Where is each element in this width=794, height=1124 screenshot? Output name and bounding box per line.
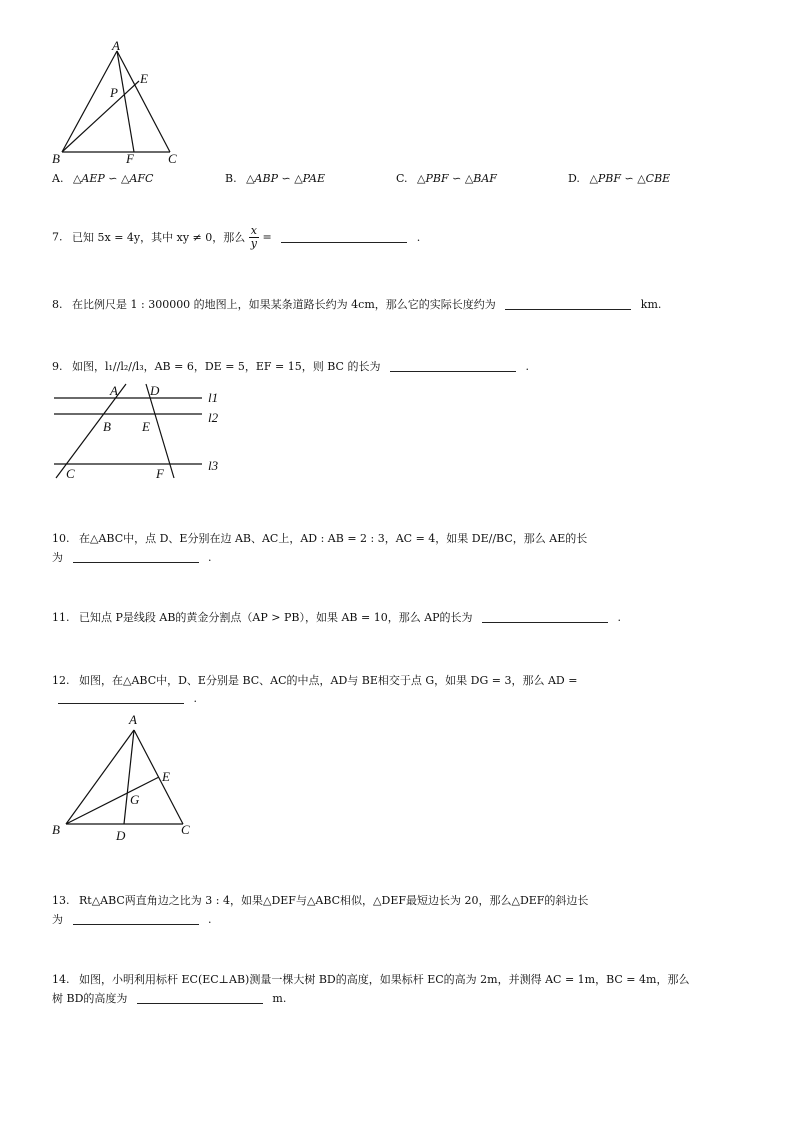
question-number: 14. bbox=[52, 973, 70, 986]
answer-blank[interactable] bbox=[390, 359, 516, 372]
question-number: 10. bbox=[52, 532, 70, 545]
unit-text: m. bbox=[272, 992, 287, 1005]
question-number: 8. bbox=[52, 298, 63, 311]
unit-text: km. bbox=[640, 298, 662, 311]
option-letter: A. bbox=[52, 172, 64, 185]
q6-option-b[interactable] bbox=[225, 172, 325, 185]
question-number: 12. bbox=[52, 674, 70, 687]
question-text-cont: 树 BD的高度为 bbox=[52, 992, 128, 1005]
question-12-line-1 bbox=[52, 672, 577, 688]
median-ad bbox=[124, 730, 134, 824]
answer-blank[interactable] bbox=[281, 230, 407, 243]
question-end: . bbox=[193, 692, 197, 705]
median-be bbox=[66, 777, 159, 824]
question-text: 在△ABC中，点 D、E分别在边 AB、AC上，AD : AB = 2 : 3，AC = 4，如果 DE//BC，那么 AE的长 bbox=[79, 532, 588, 545]
answer-blank[interactable] bbox=[73, 912, 199, 925]
label-c: C bbox=[66, 466, 75, 481]
question-10-line-2 bbox=[52, 549, 212, 565]
question-8 bbox=[52, 296, 661, 312]
label-b: B bbox=[52, 151, 60, 166]
question-text: 在比例尺是 1 : 300000 的地图上，如果某条道路长约为 4cm，那么它的实际长度约为 bbox=[72, 298, 496, 311]
option-letter: C. bbox=[396, 172, 408, 185]
answer-blank[interactable] bbox=[137, 991, 263, 1004]
q6-option-a[interactable] bbox=[52, 172, 153, 185]
option-text: △ABP ∽ △PAE bbox=[246, 172, 326, 185]
option-letter: D. bbox=[568, 172, 580, 185]
q6-option-c[interactable] bbox=[396, 172, 497, 185]
label-c: C bbox=[168, 151, 177, 166]
question-end: . bbox=[525, 360, 529, 373]
question-text: 已知 5x = 4y，其中 xy ≠ 0，那么 bbox=[72, 230, 246, 244]
question-end: . bbox=[416, 230, 421, 244]
label-f: F bbox=[156, 466, 164, 481]
question-7 bbox=[52, 225, 420, 250]
option-text: △AEP ∽ △AFC bbox=[72, 172, 154, 185]
question-number: 7. bbox=[52, 230, 63, 244]
triangle-figure-q12 bbox=[48, 708, 208, 848]
question-end: . bbox=[208, 913, 212, 926]
question-14-line-2 bbox=[52, 990, 286, 1006]
answer-blank[interactable] bbox=[58, 691, 184, 704]
question-13-line-2 bbox=[52, 911, 212, 927]
answer-blank[interactable] bbox=[505, 297, 631, 310]
label-e: E bbox=[140, 71, 148, 86]
label-b: B bbox=[103, 419, 111, 434]
question-9 bbox=[52, 358, 529, 374]
question-14-line-1 bbox=[52, 971, 689, 987]
edge-ab bbox=[66, 730, 134, 824]
label-b: B bbox=[52, 822, 60, 837]
question-text: 如图，小明利用标杆 EC(EC⊥AB)测量一棵大树 BD的高度，如果标杆 EC的高为 2m，并测得 AC = 1m，BC = 4m，那么 bbox=[79, 973, 690, 986]
option-letter: B. bbox=[225, 172, 237, 185]
equals-sign: = bbox=[262, 230, 272, 244]
label-a: A bbox=[110, 383, 118, 398]
question-text-cont: 为 bbox=[52, 913, 63, 926]
question-11 bbox=[52, 609, 621, 625]
label-e: E bbox=[142, 419, 150, 434]
label-a: A bbox=[129, 712, 137, 727]
fraction-numerator: x bbox=[250, 224, 257, 237]
question-12-line-2 bbox=[58, 691, 197, 705]
edge-ab bbox=[62, 51, 117, 152]
question-10-line-1 bbox=[52, 530, 587, 546]
question-text-cont: 为 bbox=[52, 551, 63, 564]
question-number: 13. bbox=[52, 894, 70, 907]
parallel-lines-figure-q9 bbox=[50, 380, 230, 482]
label-l2: l2 bbox=[208, 410, 219, 425]
label-l3: l3 bbox=[208, 458, 219, 473]
label-d: D bbox=[150, 383, 160, 398]
question-end: . bbox=[208, 551, 212, 564]
option-text: △PBF ∽ △CBE bbox=[589, 172, 671, 185]
question-number: 9. bbox=[52, 360, 63, 373]
answer-blank[interactable] bbox=[73, 550, 199, 563]
question-end: . bbox=[617, 611, 622, 624]
label-f: F bbox=[126, 151, 134, 166]
label-e: E bbox=[162, 769, 170, 784]
label-g: G bbox=[130, 792, 140, 807]
question-13-line-1 bbox=[52, 892, 588, 908]
triangle-figure-q6 bbox=[50, 36, 190, 166]
question-number: 11. bbox=[52, 611, 70, 624]
question-text: 如图，l₁//l₂//l₃，AB = 6，DE = 5，EF = 15，则 BC 的长为 bbox=[72, 360, 381, 373]
q6-option-d[interactable] bbox=[568, 172, 670, 185]
label-c: C bbox=[181, 822, 190, 837]
answer-blank[interactable] bbox=[482, 610, 608, 623]
label-l1: l1 bbox=[208, 390, 219, 405]
fraction-x-over-y bbox=[249, 225, 259, 250]
question-text: Rt△ABC两直角边之比为 3 : 4，如果△DEF与△ABC相似，△DEF最短边长为 20，那么△DEF的斜边长 bbox=[79, 894, 589, 907]
label-a: A bbox=[112, 38, 120, 53]
label-p: P bbox=[110, 85, 118, 100]
question-text: 如图，在△ABC中，D、E分别是 BC、AC的中点，AD与 BE相交于点 G，如果 DG = 3，那么 AD = bbox=[79, 674, 578, 687]
label-d: D bbox=[116, 828, 126, 843]
question-text: 已知点 P是线段 AB的黄金分割点（AP > PB），如果 AB = 10，那么 AP的长为 bbox=[79, 611, 473, 624]
fraction-denominator: y bbox=[250, 237, 257, 250]
option-text: △PBF ∽ △BAF bbox=[417, 172, 497, 185]
